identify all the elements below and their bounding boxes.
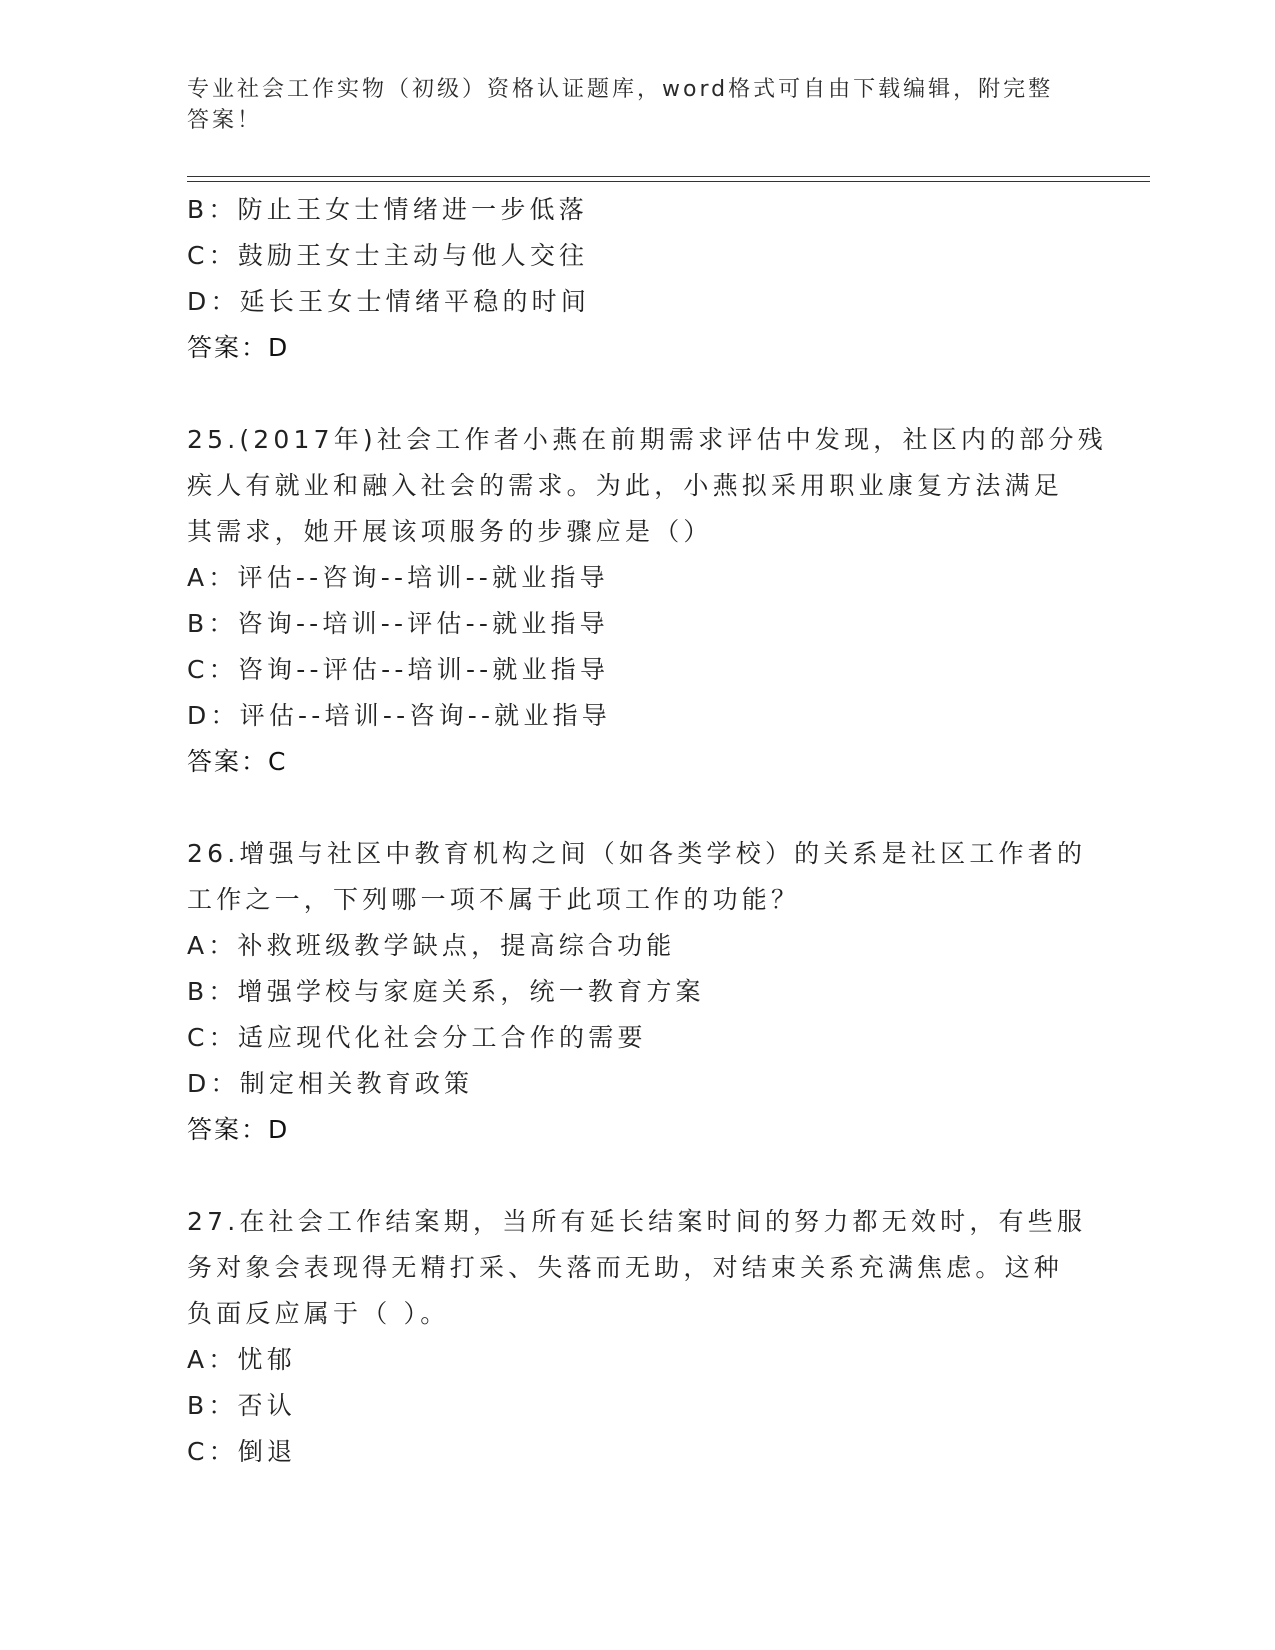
header-rule-bottom <box>187 181 1150 182</box>
question-27-text-line-3: 负面反应属于（ ）。 <box>187 1299 450 1328</box>
option-c: C：倒退 <box>187 1437 297 1466</box>
option-d: D：制定相关教育政策 <box>187 1069 474 1098</box>
option-d: D：延长王女士情绪平稳的时间 <box>187 287 591 316</box>
option-a: A：忧郁 <box>187 1345 296 1374</box>
question-25-text-line-3: 其需求，她开展该项服务的步骤应是（） <box>187 517 713 546</box>
answer-line: 答案：D <box>187 333 290 362</box>
question-26-text-line-1: 26.增强与社区中教育机构之间（如各类学校）的关系是社区工作者的 <box>187 839 1087 868</box>
option-c: C：咨询--评估--培训--就业指导 <box>187 655 610 684</box>
option-b: B：增强学校与家庭关系，统一教育方案 <box>187 977 705 1006</box>
answer-line: 答案：C <box>187 747 288 776</box>
question-body <box>187 187 1107 1475</box>
option-d: D：评估--培训--咨询--就业指导 <box>187 701 611 730</box>
answer-line: 答案：D <box>187 1115 290 1144</box>
question-27-text-line-2: 务对象会表现得无精打采、失落而无助，对结束关系充满焦虑。这种 <box>187 1253 1064 1282</box>
header-rule-top <box>187 176 1150 177</box>
option-b: B：防止王女士情绪进一步低落 <box>187 195 588 224</box>
option-b: B：否认 <box>187 1391 296 1420</box>
option-c: C：鼓励王女士主动与他人交往 <box>187 241 589 270</box>
option-c: C：适应现代化社会分工合作的需要 <box>187 1023 647 1052</box>
option-a: A：补救班级教学缺点，提高综合功能 <box>187 931 676 960</box>
question-25-text-line-1: 25.(2017年)社会工作者小燕在前期需求评估中发现，社区内的部分残 <box>187 425 1107 454</box>
question-25-text-line-2: 疾人有就业和融入社会的需求。为此，小燕拟采用职业康复方法满足 <box>187 471 1064 500</box>
spacer <box>187 371 1087 417</box>
question-26-text-line-2: 工作之一，下列哪一项不属于此项工作的功能？ <box>187 885 801 914</box>
question-27-text-line-1: 27.在社会工作结案期，当所有延长结案时间的努力都无效时，有些服 <box>187 1207 1087 1236</box>
option-a: A：评估--咨询--培训--就业指导 <box>187 563 609 592</box>
spacer <box>187 785 1087 831</box>
option-b: B：咨询--培训--评估--就业指导 <box>187 609 609 638</box>
spacer <box>187 1153 1087 1199</box>
page-header: 专业社会工作实物（初级）资格认证题库，word格式可自由下载编辑，附完整答案！ <box>187 77 1054 133</box>
